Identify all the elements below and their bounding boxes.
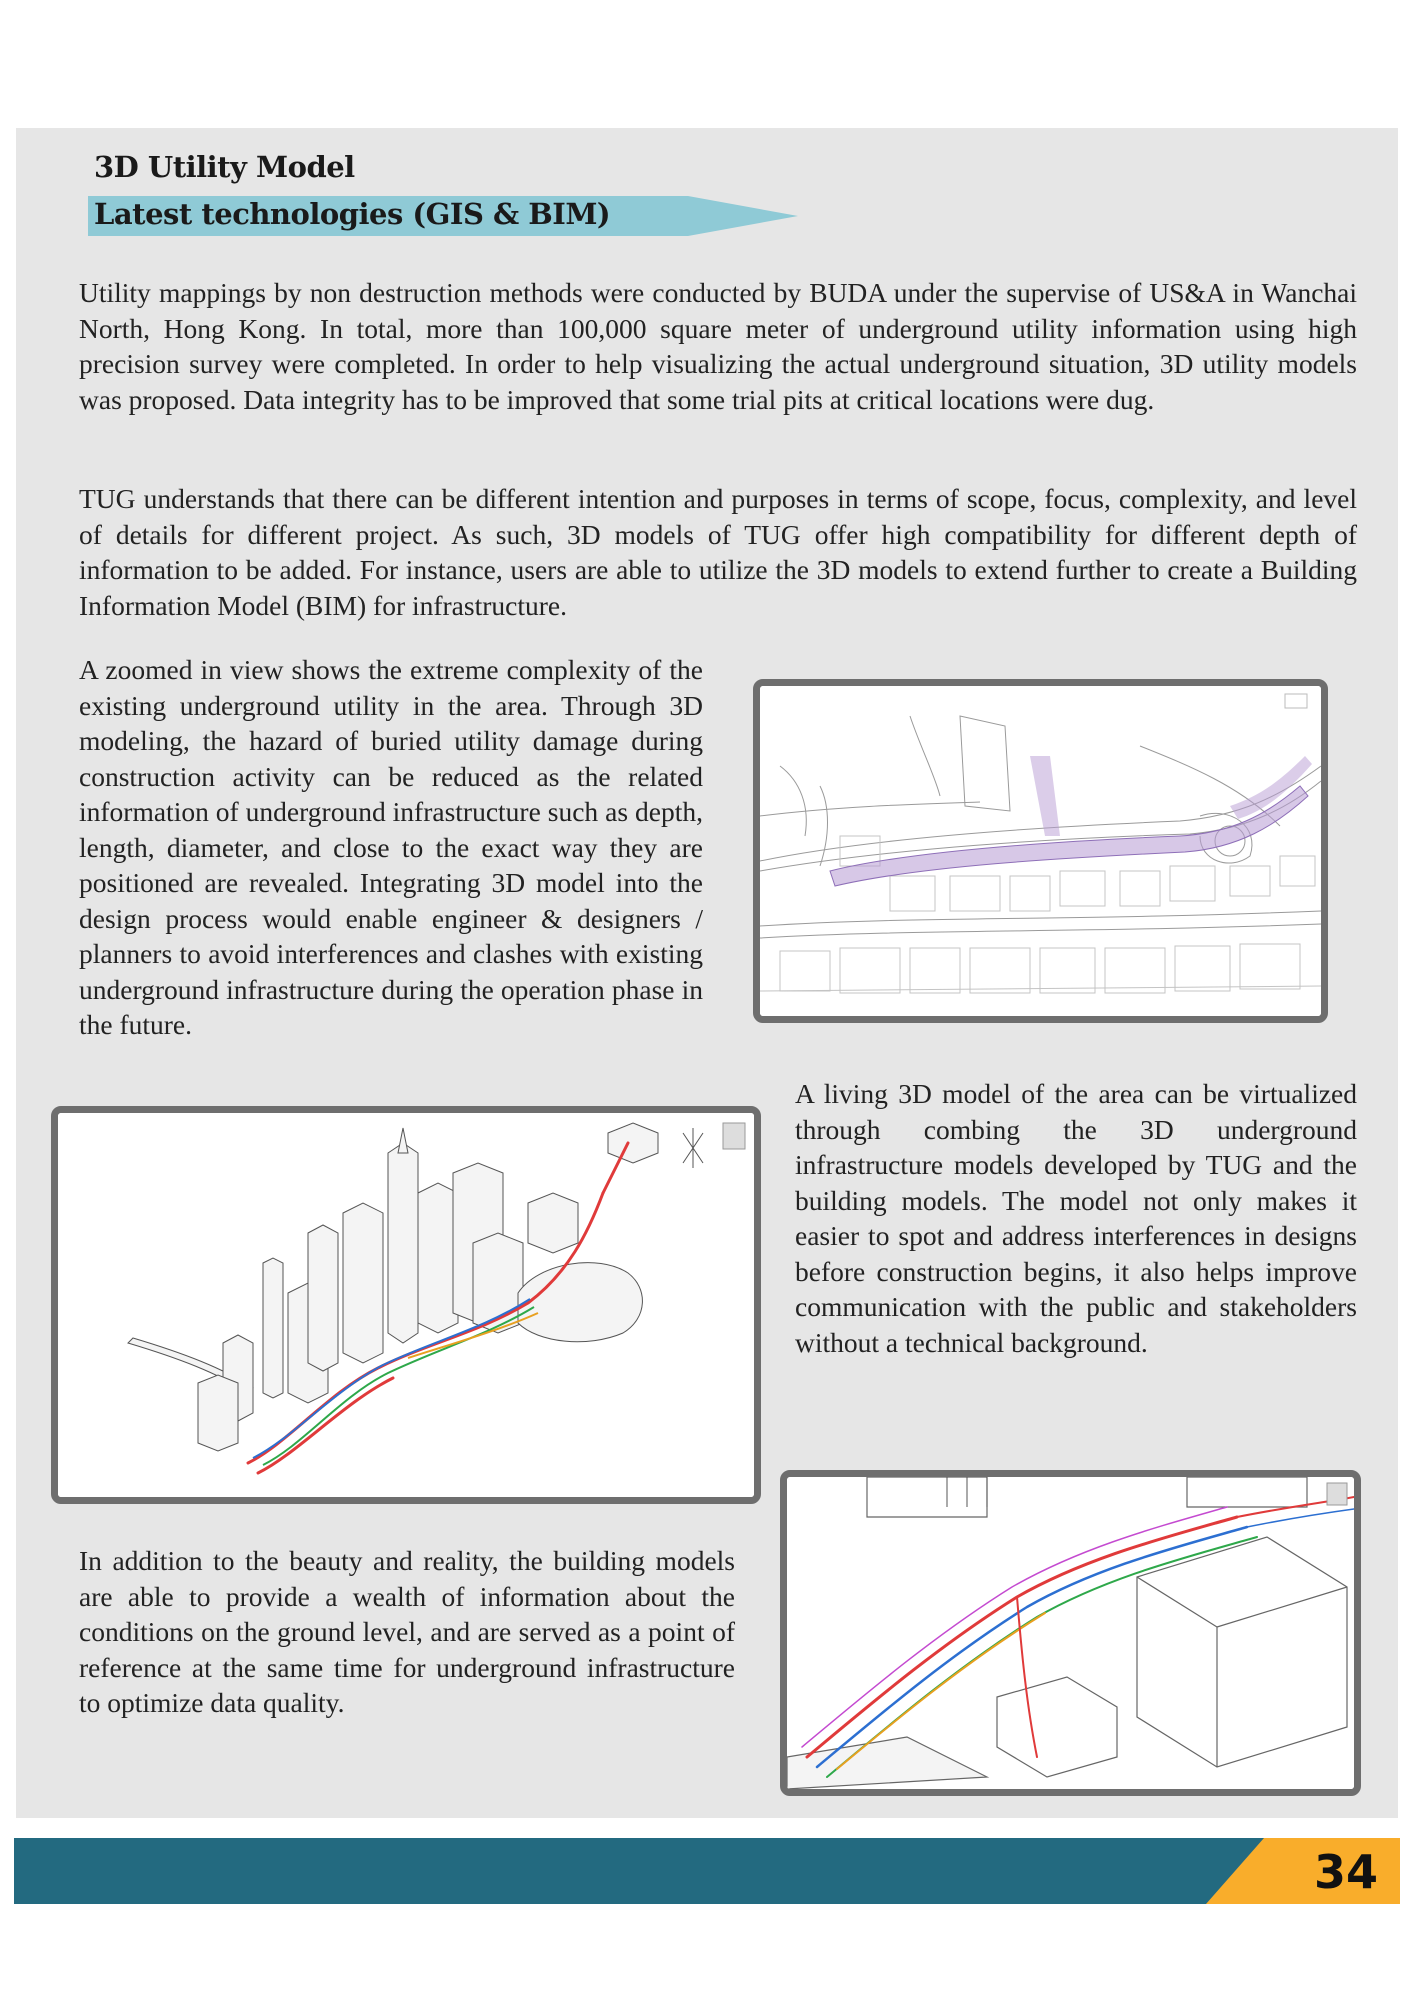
footer-bar — [14, 1838, 1400, 1904]
utility-closeup-drawing — [787, 1477, 1354, 1789]
paragraph-utility-mapping: Utility mappings by non destruction methods were conducted by BUDA under the supervise of US&A in Wanchai North, Hong Kong. In total, more than 100,000 square meter of underground utility information using high precision survey were completed. In order to help visualizing the actual underground situation, 3D utility models was proposed. Data integrity has to be improved that some trial pits at critical locations were dug. — [79, 277, 1357, 415]
utility-map-figure — [753, 679, 1328, 1023]
section-title: 3D Utility Model — [94, 150, 355, 184]
paragraph-building-models: In addition to the beauty and reality, the building models are able to provide a wealth of information about the conditions on the ground level, and are served as a point of reference at the same time for underground infrastructure to optimize data quality. — [79, 1545, 735, 1718]
paragraph-zoomed-view: A zoomed in view shows the extreme complexity of the existing underground utility in the area. Through 3D modeling, the hazard of buried utility damage during construction activity can be reduced as the related information of underground infrastructure such as depth, length, diameter, and close to the exact way they are positioned are revealed. Integrating 3D model into the design process would enable engineer & designers / planners to avoid interferences and clashes with existing underground infrastructure during the operation phase in the future. — [79, 654, 703, 1040]
paragraph-tug-compatibility: TUG understands that there can be different intention and purposes in terms of scope, focus, complexity, and level of details for different project. As such, 3D models of TUG offer high compatibility for different depth of information to be added. For instance, users are able to utilize the 3D models to extend further to create a Building Information Model (BIM) for infrastructure. — [79, 483, 1357, 621]
city-3d-model-drawing — [58, 1113, 754, 1497]
paragraph-living-model: A living 3D model of the area can be virtualized through combing the 3D underground infrastructure models developed by TUG and the building models. The model not only makes it easier to spot and address interferences in designs before construction begins, it also helps improve communication with the public and stakeholders without a technical background. — [795, 1078, 1357, 1358]
city-3d-model-figure — [51, 1106, 761, 1504]
section-subtitle: Latest technologies (GIS & BIM) — [94, 197, 611, 231]
utility-map-drawing — [760, 686, 1321, 1016]
utility-closeup-figure — [780, 1470, 1361, 1796]
page-number: 34 — [1313, 1845, 1378, 1899]
